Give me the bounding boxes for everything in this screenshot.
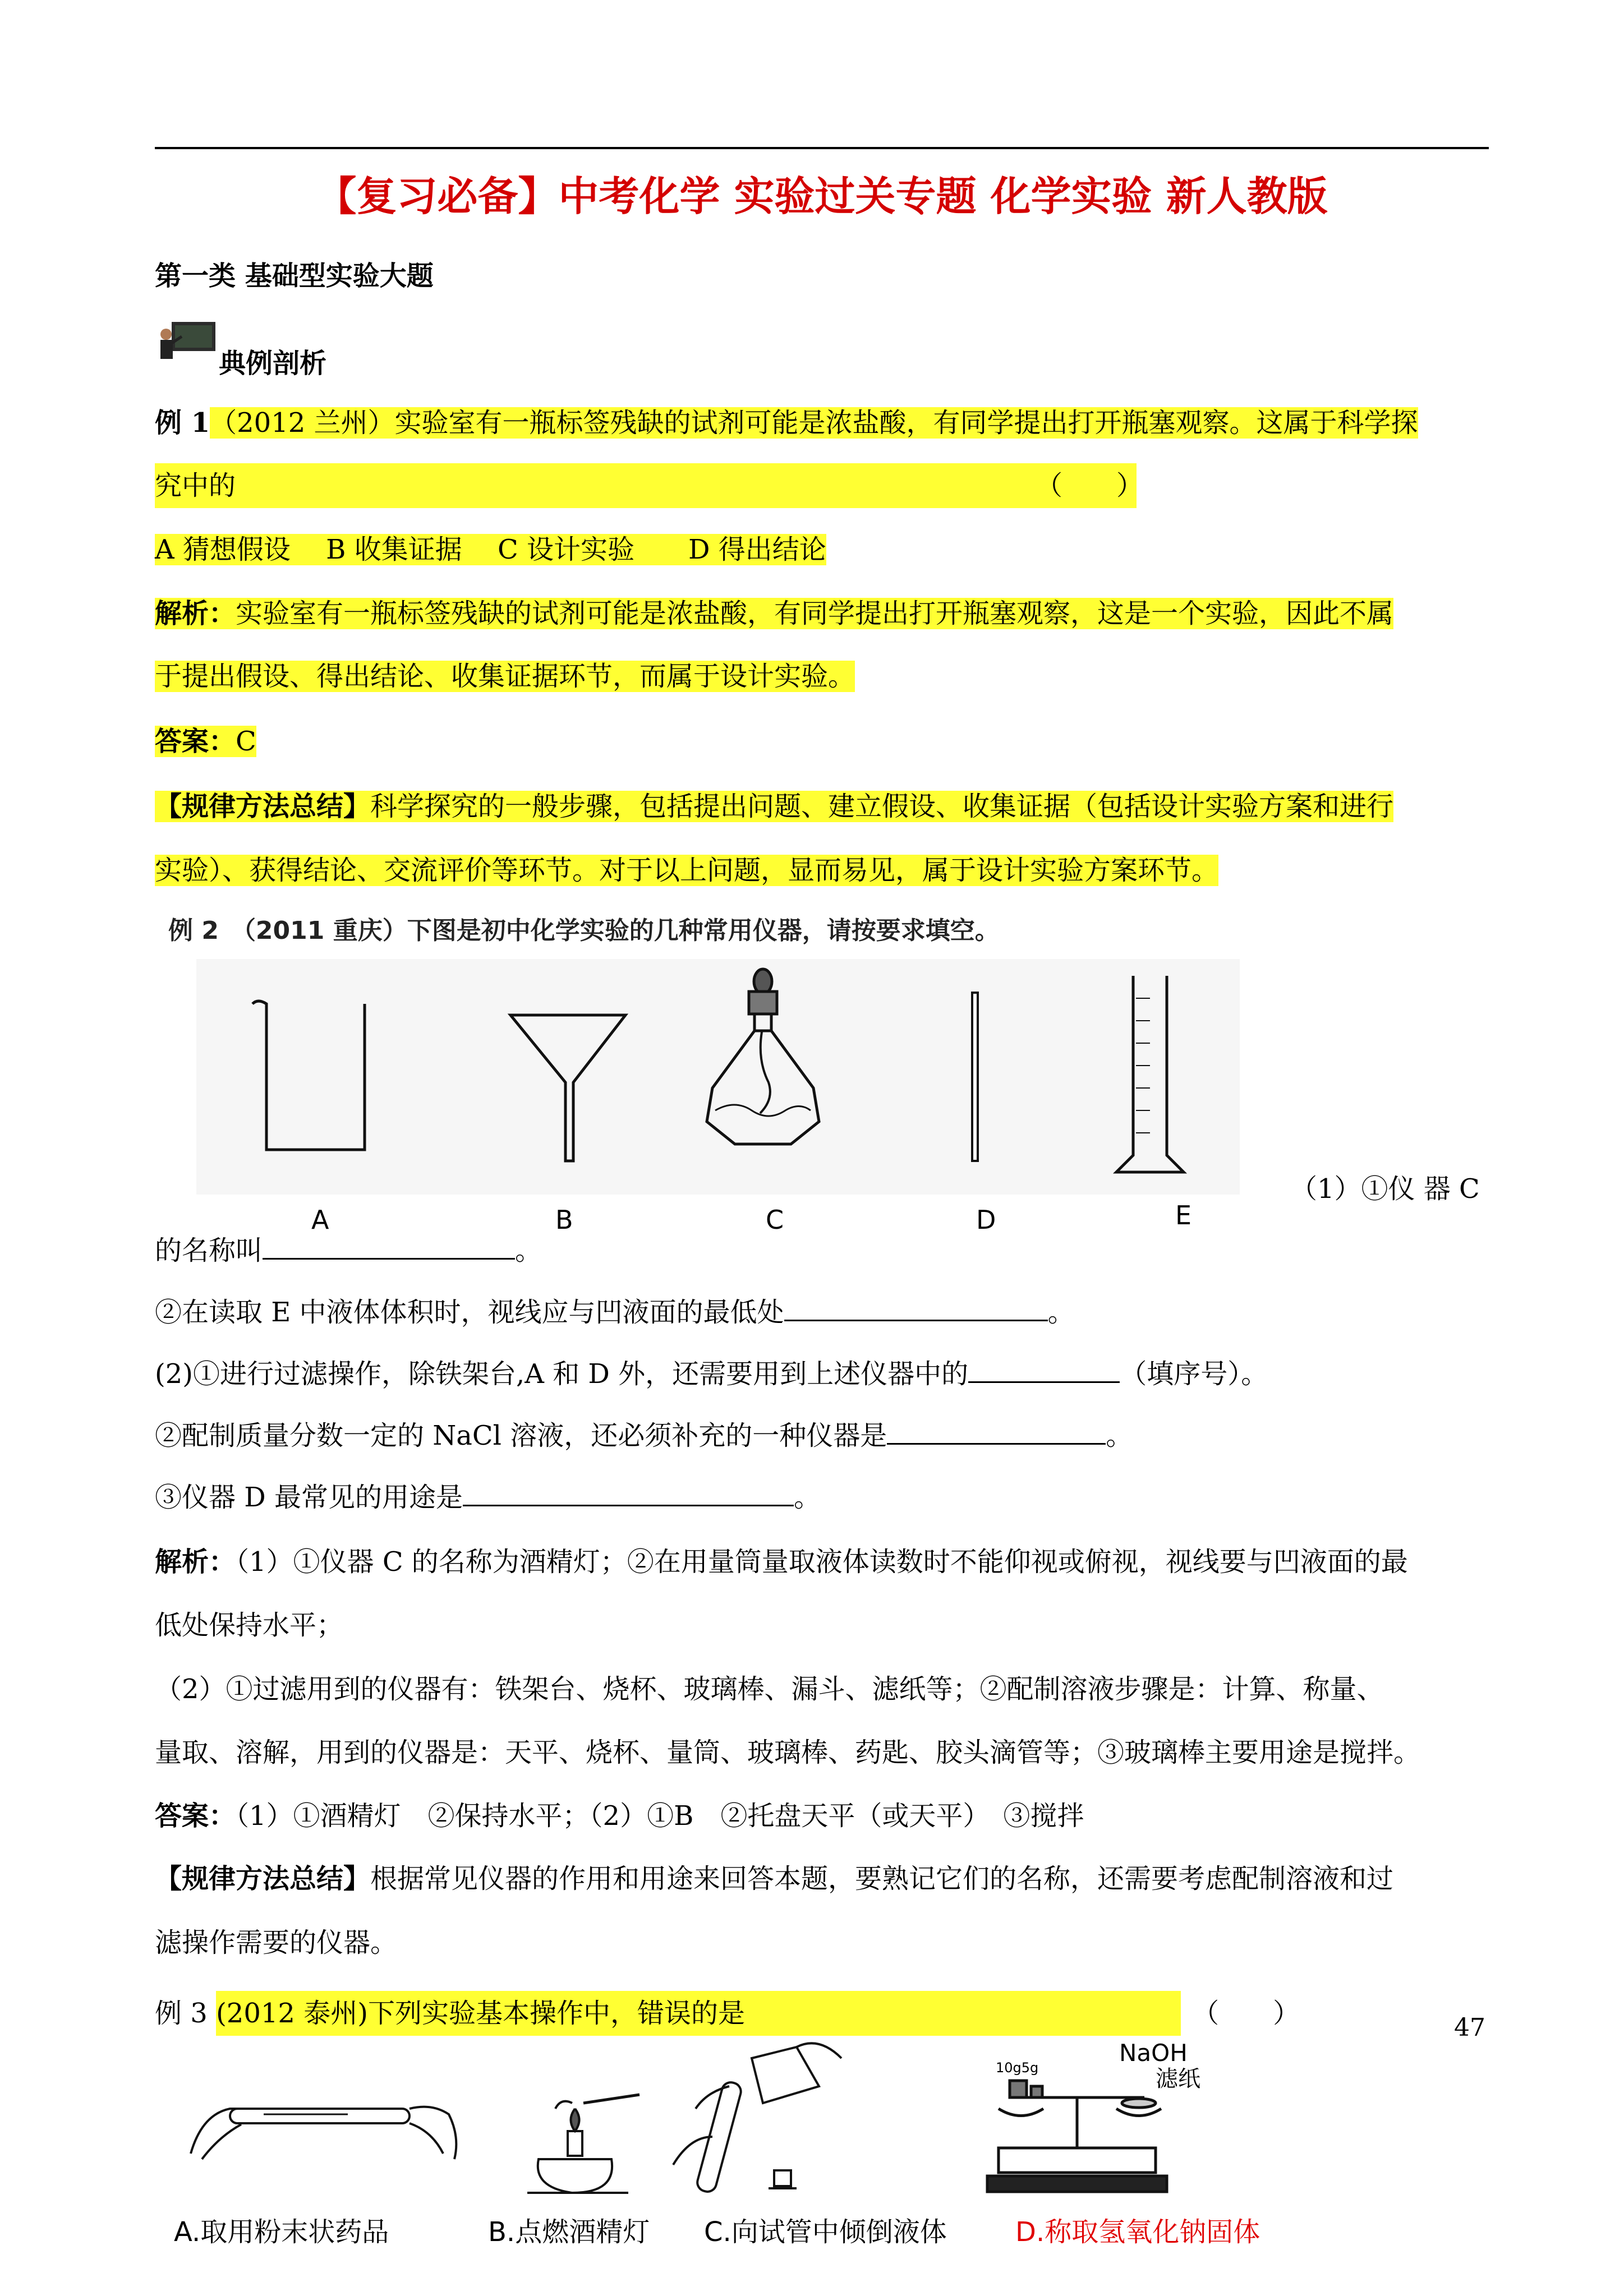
ex2-analysis-text-1: （1）①仪器 C 的名称为酒精灯；②在用量筒量取液体读数时不能仰视或俯视，视线要与凹液面的最 — [236, 1546, 1408, 1578]
ex2-q2-blank[interactable] — [784, 1290, 1048, 1321]
ex2-analysis-line-3: （2）①过滤用到的仪器有：铁架台、烧杯、玻璃棒、漏斗、滤纸等；②配制溶液步骤是：计算、称量、 — [155, 1673, 1384, 1705]
ex2-answer-value: （1）①酒精灯 ②保持水平；（2）①B ②托盘天平（或天平） ③搅拌 — [236, 1800, 1084, 1832]
ex3-caption-c: C.向试管中倾倒液体 — [704, 2216, 947, 2248]
ex2-q3: (2)①进行过滤操作，除铁架台,A 和 D 外，还需要用到上述仪器中的 （填序号）。 — [155, 1352, 1268, 1396]
ex1-question-text-2: 究中的 （ ） — [155, 463, 1137, 508]
ex1-question — [210, 407, 1418, 439]
ex1-analysis-line-1 — [155, 591, 1393, 636]
ex2-summary-line-1 — [155, 1856, 1393, 1901]
ex1-answer — [155, 719, 256, 764]
fig-label-d: D — [976, 1205, 996, 1235]
page-title: 【复习必备】中考化学 实验过关专题 化学实验 新人教版 — [316, 172, 1328, 220]
ex1-options — [155, 527, 826, 572]
ex1-line-2 — [155, 463, 1144, 508]
ex2-label: 例 2 — [168, 916, 219, 945]
teacher-icon — [155, 320, 217, 360]
ex1-analysis-text-2: 于提出假设、得出结论、收集证据环节，而属于设计实验。 — [155, 661, 855, 692]
typical-heading: 典例剖析 — [219, 348, 327, 379]
fig-label-b: B — [555, 1205, 573, 1235]
ex1-paren: （ ） — [1036, 470, 1144, 501]
ex1-line-1 — [155, 400, 1418, 445]
lighting-lamp-icon — [527, 2095, 640, 2193]
ex2-header-text: （2011 重庆）下图是初中化学实验的几种常用仪器，请按要求填空。 — [243, 916, 1000, 945]
ex2-q1-blank[interactable] — [263, 1229, 515, 1260]
ex1-summary-text-1: 科学探究的一般步骤，包括提出问题、建立假设、收集证据（包括设计实验方案和进行 — [370, 791, 1394, 822]
ex2-analysis-line-1 — [155, 1539, 1408, 1584]
fig-label-e: E — [1175, 1200, 1192, 1230]
ex1-analysis-line-2 — [155, 654, 855, 699]
filter-paper-label: 滤纸 — [1156, 2066, 1200, 2092]
test-tube-powder-icon — [191, 2107, 456, 2159]
ex2-q1-part-a: （1）①仪 器 C — [1290, 1173, 1480, 1205]
ex3-question-text: 下列实验基本操作中，错误的是 — [367, 1998, 745, 2029]
ex2-q5-blank[interactable] — [463, 1476, 794, 1506]
balance-scale-icon — [987, 2081, 1167, 2192]
ex3-caption-d: D.称取氢氧化钠固体 — [1015, 2216, 1260, 2248]
ex2-apparatus-figure — [196, 959, 1240, 1195]
ex2-summary-line-2: 滤操作需要的仪器。 — [155, 1927, 398, 1958]
ex1-answer-label: 答案： — [155, 726, 236, 757]
header-rule — [155, 147, 1489, 149]
ex3-caption-a: A.取用粉末状药品 — [174, 2216, 389, 2248]
ex1-summary-text-2: 实验）、获得结论、交流评价等环节。对于以上问题，显而易见，属于设计实验方案环节。 — [155, 855, 1219, 886]
ex2-answer — [155, 1794, 1084, 1838]
ex2-q4-blank[interactable] — [887, 1414, 1106, 1445]
weight-label: 10g5g — [996, 2060, 1039, 2076]
glass-rod-icon — [972, 993, 978, 1161]
ex1-options-text: A 猜想假设 B 收集证据 C 设计实验 D 得出结论 — [155, 534, 826, 565]
ex3-caption-b: B.点燃酒精灯 — [488, 2216, 650, 2248]
ex3-source: (2012 泰州) — [216, 1998, 368, 2029]
ex1-label: 例 1 — [155, 407, 210, 439]
ex2-q2: ②在读取 E 中液体体积时，视线应与凹液面的最低处 。 — [155, 1290, 1075, 1335]
ex1-question-text-1: 实验室有一瓶标签残缺的试剂可能是浓盐酸，有同学提出打开瓶塞观察。这属于科学探 — [394, 407, 1418, 439]
ex2-summary-text-1: 根据常见仪器的作用和用途来回答本题，要熟记它们的名称，还需要考虑配制溶液和过 — [370, 1863, 1394, 1894]
page-number: 47 — [1454, 2013, 1485, 2042]
ex2-q4: ②配制质量分数一定的 NaCl 溶液，还必须补充的一种仪器是 。 — [155, 1413, 1133, 1458]
ex2-analysis-line-2: 低处保持水平； — [155, 1610, 344, 1641]
ex2-analysis-label: 解析： — [155, 1546, 236, 1578]
ex2-q3-blank[interactable] — [968, 1352, 1120, 1383]
ex1-summary-label: 【规律方法总结】 — [155, 791, 371, 822]
ex3-label: 例 3 — [155, 1998, 208, 2029]
ex2-q5: ③仪器 D 最常见的用途是 。 — [155, 1475, 821, 1520]
ex2-answer-label: 答案： — [155, 1800, 236, 1832]
naoh-label: NaOH — [1119, 2039, 1188, 2067]
fig-label-c: C — [766, 1205, 784, 1235]
ex1-analysis-label: 解析： — [155, 598, 236, 629]
ex1-answer-value: C — [236, 726, 256, 757]
ex1-summary-line-2 — [155, 848, 1218, 893]
ex1-source: （2012 兰州） — [210, 407, 395, 439]
ex3-paren: （ ） — [1192, 1998, 1300, 2029]
ex3-operations-figure — [168, 2025, 1346, 2210]
ex2-analysis-line-4: 量取、溶解，用到的仪器是：天平、烧杯、量筒、玻璃棒、药匙、胶头滴管等；③玻璃棒主要用途是搅拌。 — [155, 1737, 1421, 1768]
ex2-summary-label: 【规律方法总结】 — [155, 1863, 371, 1894]
pouring-liquid-icon — [673, 2043, 841, 2193]
ex1-summary-line-1 — [155, 784, 1393, 829]
fig-label-a: A — [311, 1205, 329, 1235]
ex2-q1-part-b: 的名称叫 。 — [155, 1228, 542, 1273]
ex2-header — [168, 909, 1000, 953]
ex1-analysis-text-1: 实验室有一瓶标签残缺的试剂可能是浓盐酸，有同学提出打开瓶塞观察，这是一个实验，因此不属 — [236, 598, 1394, 629]
section-heading: 第一类 基础型实验大题 — [155, 260, 434, 292]
